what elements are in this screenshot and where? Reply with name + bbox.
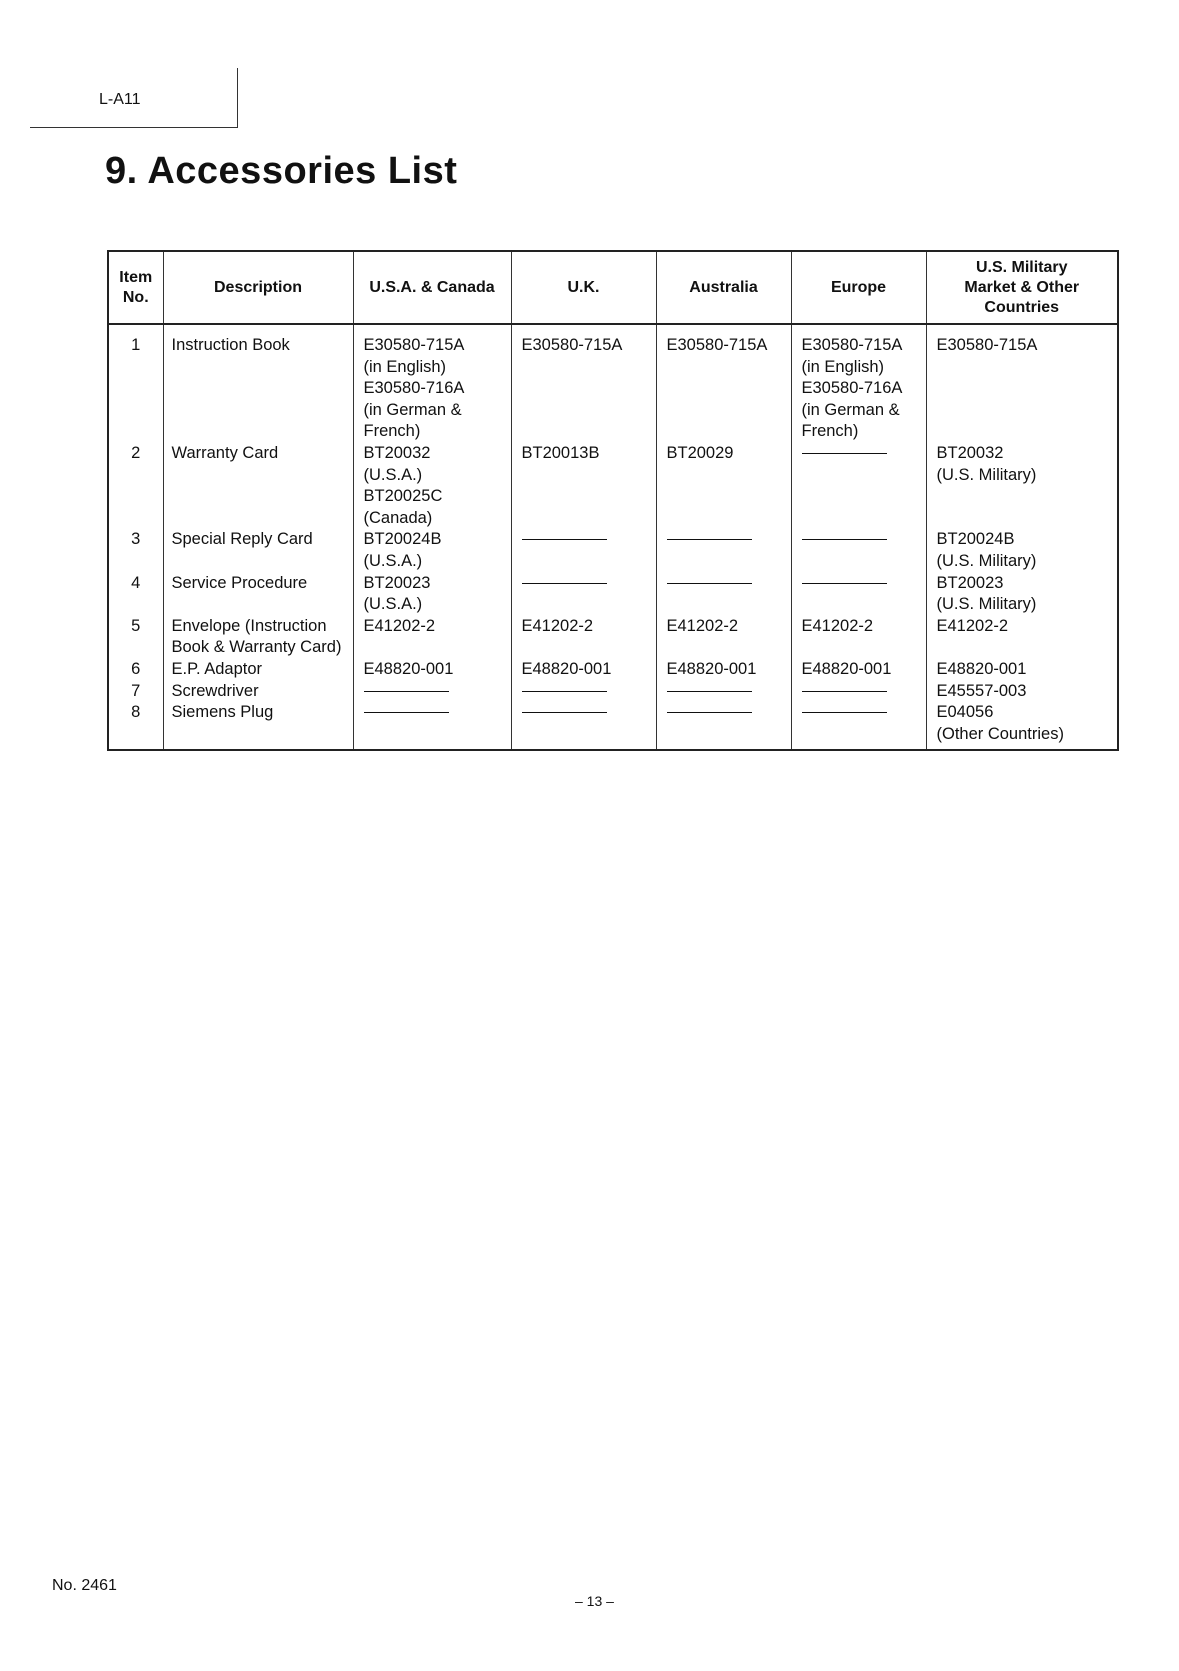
usa-canada-cell — [353, 616, 511, 659]
usa-canada-cell — [353, 702, 511, 750]
us-military-line: E04056 — [936, 703, 994, 722]
usa-canada-line: BT20023 — [363, 573, 431, 592]
table-row — [108, 573, 1118, 616]
us-military-line: (U.S. Military) — [936, 465, 1037, 484]
table-row — [108, 529, 1118, 572]
table-header-row — [108, 251, 1118, 324]
column-header-europe — [791, 251, 926, 324]
not-applicable-dash — [802, 583, 887, 584]
description-cell — [163, 659, 353, 681]
us-military-cell — [926, 324, 1118, 443]
us-military-cell — [926, 443, 1118, 529]
usa-canada-cell — [353, 659, 511, 681]
europe-line — [802, 702, 921, 724]
description-line: Siemens Plug — [171, 703, 274, 722]
us-military-cell — [926, 659, 1118, 681]
usa-canada-line: French) — [363, 422, 421, 441]
australia-line — [667, 529, 786, 551]
description-line: Envelope (Instruction — [171, 616, 327, 635]
description-cell — [163, 681, 353, 703]
table-row — [108, 616, 1118, 659]
australia-line — [667, 681, 786, 703]
table-body — [108, 324, 1118, 750]
usa-canada-line: (in English) — [363, 357, 447, 376]
model-code: L-A11 — [99, 91, 141, 108]
europe-line — [802, 573, 921, 595]
usa-canada-cell — [353, 324, 511, 443]
europe-cell — [791, 529, 926, 572]
europe-cell — [791, 324, 926, 443]
column-header-us-military — [926, 251, 1118, 324]
item-number-cell: 4 — [108, 573, 163, 616]
description-line: Instruction Book — [171, 336, 290, 354]
europe-line — [802, 529, 921, 551]
not-applicable-dash — [522, 712, 607, 713]
not-applicable-dash — [802, 712, 887, 713]
europe-cell — [791, 443, 926, 529]
europe-line: (in English) — [801, 357, 885, 376]
europe-cell — [791, 616, 926, 659]
not-applicable-dash — [522, 691, 607, 692]
usa-canada-line: (U.S.A.) — [363, 465, 423, 484]
europe-line: E41202-2 — [801, 616, 874, 635]
australia-line: E41202-2 — [666, 616, 739, 635]
column-header-uk — [511, 251, 656, 324]
us-military-line: BT20032 — [936, 443, 1004, 462]
usa-canada-line: BT20024B — [363, 530, 442, 549]
usa-canada-line: (U.S.A.) — [363, 595, 423, 614]
us-military-line: (U.S. Military) — [936, 595, 1037, 614]
header-rule-horizontal — [30, 127, 238, 128]
europe-line: E30580-716A — [801, 379, 903, 398]
table-row — [108, 443, 1118, 529]
us-military-cell — [926, 573, 1118, 616]
column-header-line: Market & Other — [964, 278, 1080, 296]
item-number-cell: 5 — [108, 616, 163, 659]
item-number-cell: 2 — [108, 443, 163, 529]
usa-canada-line: E41202-2 — [363, 616, 436, 635]
us-military-cell — [926, 529, 1118, 572]
item-number-cell: 7 — [108, 681, 163, 703]
column-header-line: U.K. — [567, 278, 600, 296]
column-header-line: Countries — [984, 298, 1060, 316]
column-header-australia — [656, 251, 791, 324]
europe-line — [802, 443, 921, 465]
us-military-cell — [926, 616, 1118, 659]
usa-canada-line — [364, 681, 506, 703]
uk-line — [522, 573, 651, 595]
usa-canada-line: BT20032 — [363, 443, 431, 462]
accessories-table — [107, 250, 1119, 751]
europe-cell — [791, 573, 926, 616]
description-cell — [163, 616, 353, 659]
usa-canada-line: E30580-715A — [363, 336, 465, 354]
europe-cell — [791, 681, 926, 703]
column-header-usa-canada — [353, 251, 511, 324]
table-row — [108, 324, 1118, 443]
description-line: Screwdriver — [171, 681, 259, 700]
us-military-line: E30580-715A — [936, 336, 1038, 354]
description-cell — [163, 443, 353, 529]
header-rule-vertical — [237, 68, 238, 128]
us-military-cell — [926, 702, 1118, 750]
us-military-cell — [926, 681, 1118, 703]
usa-canada-line: (in German & — [363, 400, 462, 419]
us-military-line: E45557-003 — [936, 681, 1027, 700]
europe-line: E30580-715A — [801, 336, 903, 354]
uk-line: E30580-715A — [521, 336, 623, 354]
description-line: Special Reply Card — [171, 530, 313, 549]
column-header-line: Europe — [830, 278, 887, 296]
usa-canada-cell — [353, 529, 511, 572]
column-header-line: Item — [119, 268, 153, 286]
column-header-line: U.S. Military — [975, 258, 1068, 276]
uk-cell — [511, 324, 656, 443]
uk-line — [522, 529, 651, 551]
australia-line — [667, 573, 786, 595]
uk-cell — [511, 573, 656, 616]
description-line: Book & Warranty Card) — [171, 638, 342, 657]
description-cell — [163, 702, 353, 750]
description-cell — [163, 573, 353, 616]
australia-cell — [656, 702, 791, 750]
not-applicable-dash — [364, 712, 449, 713]
uk-cell — [511, 616, 656, 659]
us-military-line: BT20024B — [936, 530, 1015, 549]
uk-cell — [511, 529, 656, 572]
australia-cell — [656, 616, 791, 659]
description-line: E.P. Adaptor — [171, 659, 263, 678]
description-line: Warranty Card — [171, 443, 279, 462]
not-applicable-dash — [667, 539, 752, 540]
not-applicable-dash — [667, 691, 752, 692]
description-cell — [163, 529, 353, 572]
uk-cell — [511, 659, 656, 681]
uk-cell — [511, 702, 656, 750]
usa-canada-line: E48820-001 — [363, 659, 454, 678]
usa-canada-cell — [353, 443, 511, 529]
usa-canada-line: (U.S.A.) — [363, 551, 423, 570]
item-number-cell: 6 — [108, 659, 163, 681]
usa-canada-line: BT20025C — [363, 487, 443, 506]
uk-cell — [511, 443, 656, 529]
table-row — [108, 702, 1118, 750]
usa-canada-line: E30580-716A — [363, 379, 465, 398]
not-applicable-dash — [802, 691, 887, 692]
australia-cell — [656, 659, 791, 681]
us-military-line: E48820-001 — [936, 659, 1027, 678]
europe-line: (in German & — [801, 400, 900, 419]
europe-cell — [791, 702, 926, 750]
column-header-line: No. — [122, 288, 149, 306]
description-line: Service Procedure — [171, 573, 308, 592]
australia-cell — [656, 443, 791, 529]
usa-canada-line — [364, 702, 506, 724]
not-applicable-dash — [522, 583, 607, 584]
item-number-cell: 8 — [108, 702, 163, 750]
not-applicable-dash — [364, 691, 449, 692]
europe-line: French) — [801, 422, 859, 441]
australia-line: E30580-715A — [666, 336, 768, 354]
europe-line: E48820-001 — [801, 659, 892, 678]
table-row — [108, 681, 1118, 703]
australia-line — [667, 702, 786, 724]
usa-canada-cell — [353, 681, 511, 703]
us-military-line: (U.S. Military) — [936, 551, 1037, 570]
australia-cell — [656, 681, 791, 703]
not-applicable-dash — [522, 539, 607, 540]
not-applicable-dash — [667, 583, 752, 584]
column-header-description — [163, 251, 353, 324]
us-military-line: (Other Countries) — [936, 724, 1064, 743]
description-cell — [163, 324, 353, 443]
us-military-line: E41202-2 — [936, 616, 1009, 635]
item-number-cell: 1 — [108, 324, 163, 443]
document-number: No. 2461 — [52, 1577, 117, 1594]
us-military-line: BT20023 — [936, 573, 1004, 592]
uk-line — [522, 702, 651, 724]
australia-line: BT20029 — [666, 443, 734, 462]
uk-cell — [511, 681, 656, 703]
europe-line — [802, 681, 921, 703]
usa-canada-line: (Canada) — [363, 508, 433, 527]
usa-canada-cell — [353, 573, 511, 616]
europe-cell — [791, 659, 926, 681]
australia-cell — [656, 573, 791, 616]
column-header-line: Description — [213, 278, 302, 296]
column-header-item-no — [108, 251, 163, 324]
item-number-cell: 3 — [108, 529, 163, 572]
australia-line: E48820-001 — [666, 659, 757, 678]
not-applicable-dash — [802, 453, 887, 454]
page-title: 9. Accessories List — [105, 150, 458, 192]
uk-line — [522, 681, 651, 703]
uk-line: E48820-001 — [521, 659, 612, 678]
page-number: – 13 – — [575, 1593, 614, 1609]
column-header-line: U.S.A. & Canada — [369, 278, 495, 296]
uk-line: E41202-2 — [521, 616, 594, 635]
not-applicable-dash — [667, 712, 752, 713]
table-row — [108, 659, 1118, 681]
column-header-line: Australia — [689, 278, 758, 296]
australia-cell — [656, 529, 791, 572]
australia-cell — [656, 324, 791, 443]
not-applicable-dash — [802, 539, 887, 540]
uk-line: BT20013B — [521, 443, 600, 462]
